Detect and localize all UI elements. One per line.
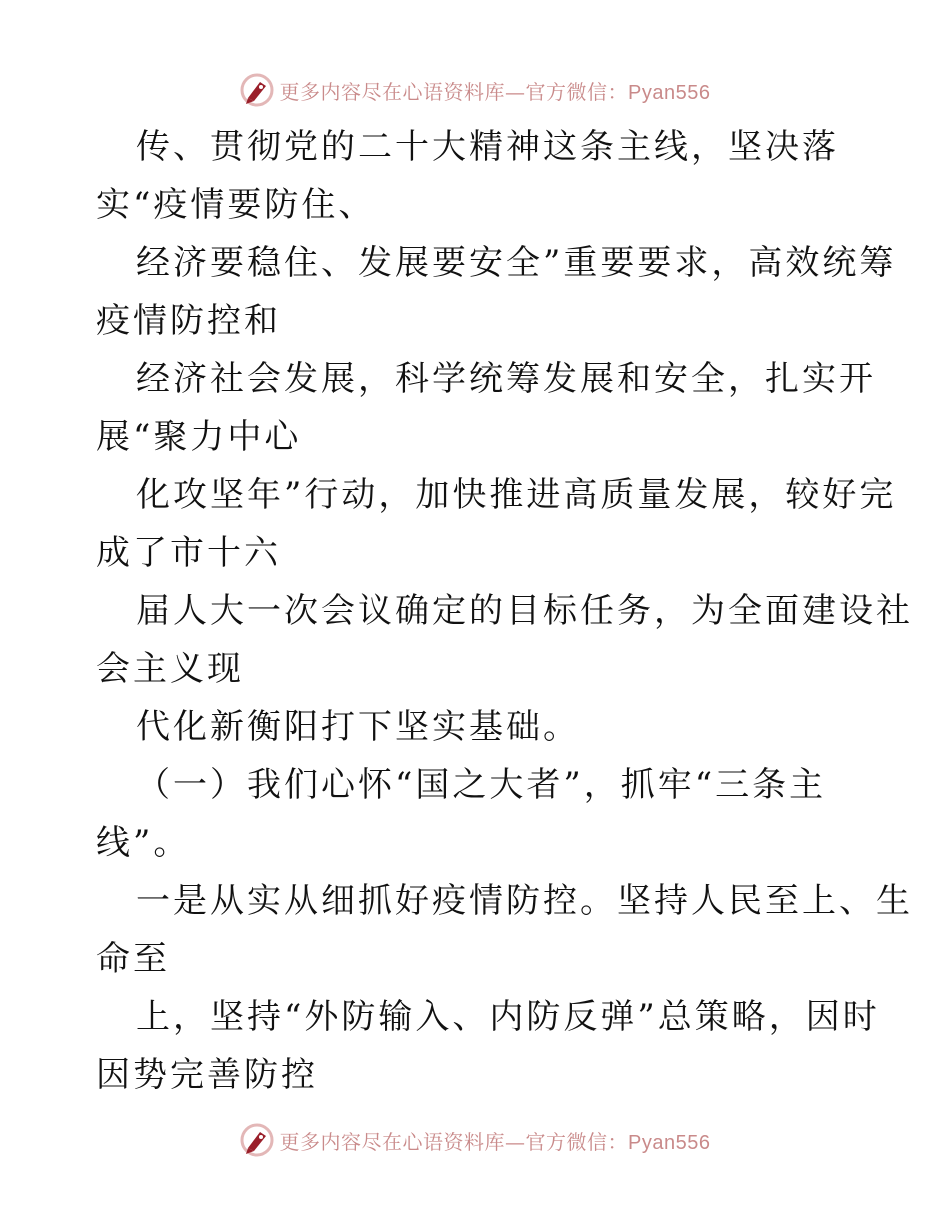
footer-wechat-label: 官方微信：	[525, 1129, 629, 1154]
header-dash: —	[505, 79, 526, 104]
footer-watermark	[0, 1120, 950, 1160]
text-line: 经济要稳住、发展要安全”重要要求，高效统筹	[136, 243, 897, 283]
footer-watermark-text	[280, 1126, 711, 1155]
text-line: 会主义现	[96, 649, 244, 689]
header-wechat-handle: Pyan556	[628, 81, 711, 104]
header-site-name: 更多内容尽在心语资料库	[279, 79, 506, 104]
text-line: 实“疫情要防住、	[96, 185, 376, 225]
text-line: 传、贯彻党的二十大精神这条主线，坚决落	[136, 127, 839, 167]
text-line: 届人大一次会议确定的目标任务，为全面建设社	[136, 591, 913, 631]
text-line: 命至	[96, 939, 170, 979]
text-line: 成了市十六	[96, 533, 281, 573]
footer-wechat-handle: Pyan556	[628, 1131, 711, 1154]
header-watermark-text	[280, 76, 711, 105]
pen-nib-logo-icon	[240, 73, 274, 107]
text-line: 代化新衡阳打下坚实基础。	[136, 707, 580, 747]
text-line: 因势完善防控	[96, 1055, 318, 1095]
text-line: 化攻坚年”行动，加快推进高质量发展，较好完	[136, 475, 897, 515]
text-line: 疫情防控和	[96, 301, 281, 341]
pen-nib-logo-icon	[240, 1123, 274, 1157]
document-body	[96, 118, 913, 1104]
text-line: 经济社会发展，科学统筹发展和安全，扎实开	[136, 359, 876, 399]
footer-dash: —	[505, 1129, 526, 1154]
footer-site-name: 更多内容尽在心语资料库	[279, 1129, 506, 1154]
text-line: 展“聚力中心	[96, 417, 302, 457]
text-line: （一）我们心怀“国之大者”，抓牢“三条主	[136, 765, 827, 805]
text-line: 线”。	[96, 823, 191, 863]
text-line: 一是从实从细抓好疫情防控。坚持人民至上、生	[136, 881, 913, 921]
header-watermark	[0, 70, 950, 110]
text-line: 上，坚持“外防输入、内防反弹”总策略，因时	[136, 997, 880, 1037]
header-wechat-label: 官方微信：	[525, 79, 629, 104]
